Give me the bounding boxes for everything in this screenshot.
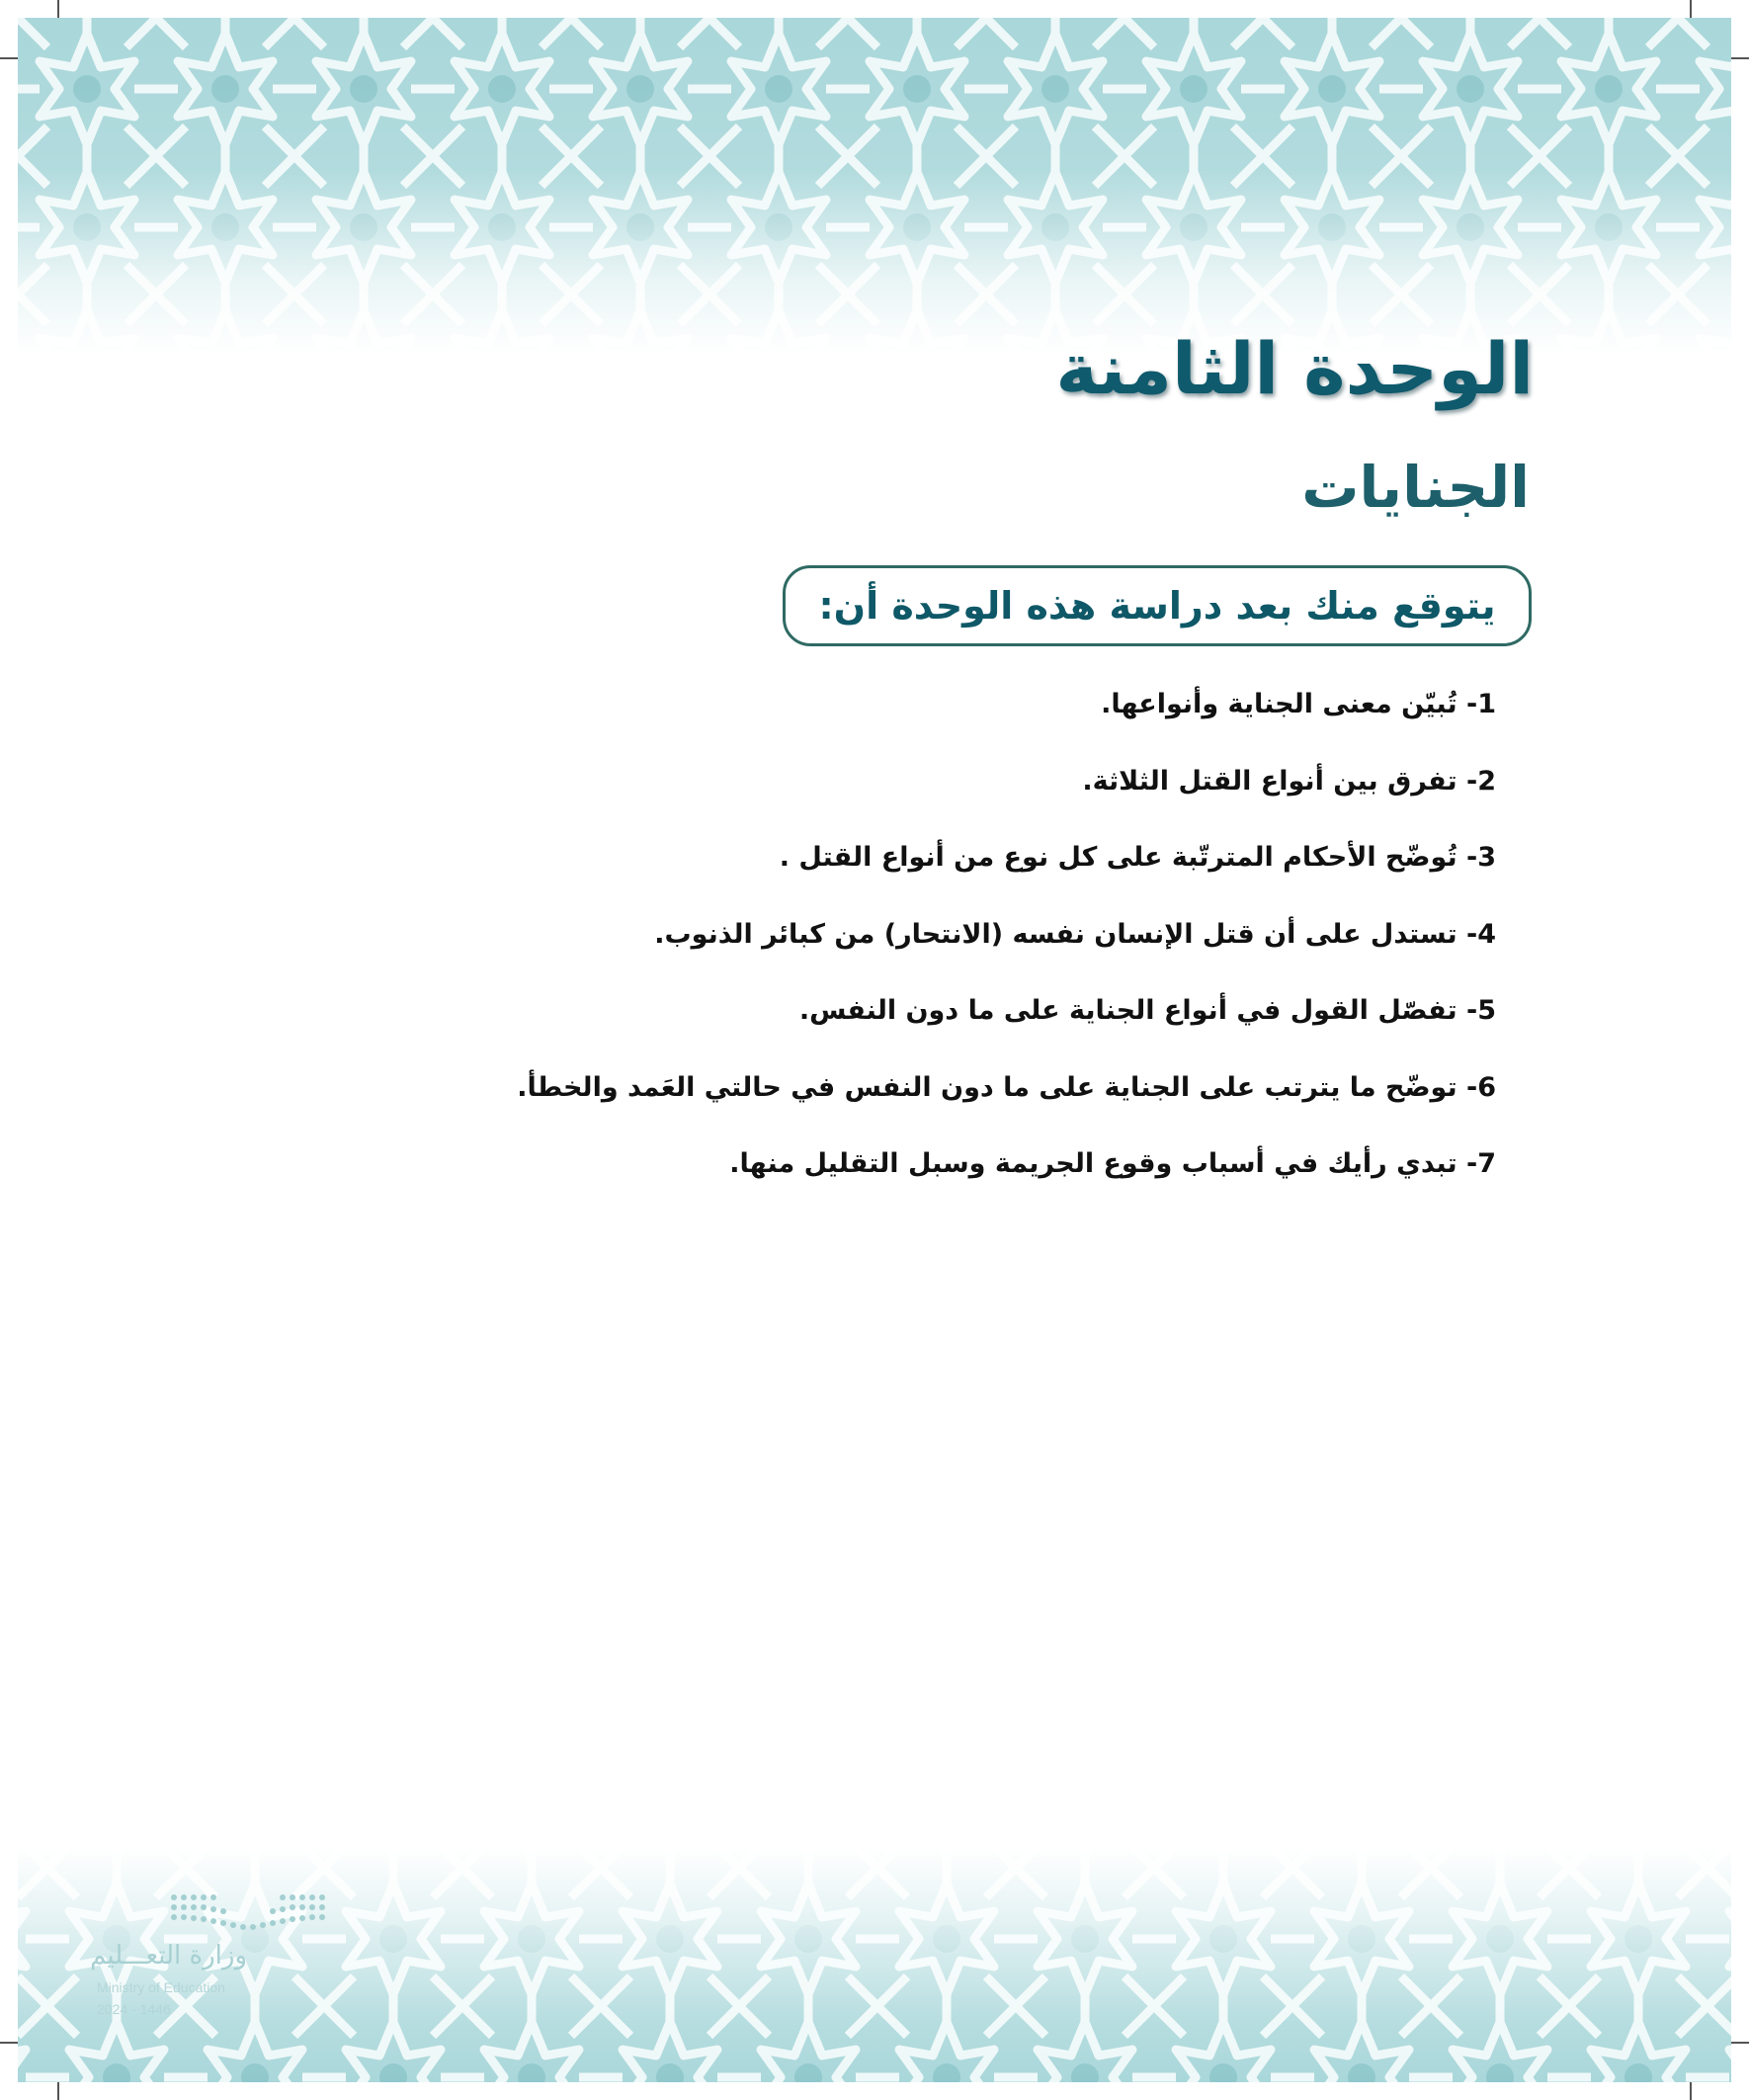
- objectives-list: [508, 685, 1496, 1221]
- ministry-name-arabic: وزارة التعـــليم: [90, 1941, 247, 1971]
- geometric-pattern: [18, 18, 1731, 354]
- unit-subtitle: الجنايات: [1301, 454, 1530, 521]
- ministry-year: 2024 - 1446: [97, 2001, 171, 2017]
- ministry-logo: [90, 1890, 332, 2038]
- ministry-name-english: Ministry of Education: [97, 1979, 225, 1995]
- ministry-logo-icon: [168, 1890, 326, 1935]
- objective-item: 4- تستدل على أن قتل الإنسان نفسه (الانتحار) من كبائر الذنوب.: [654, 918, 1496, 950]
- objective-item: 3- تُوضّح الأحكام المترتّبة على كل نوع من أنواع القتل .: [779, 842, 1496, 873]
- objectives-heading-box: [783, 565, 1532, 646]
- objective-item: 7- تبدي رأيك في أسباب وقوع الجريمة وسبل التقليل منها.: [729, 1148, 1496, 1179]
- objectives-heading: يتوقع منك بعد دراسة هذه الوحدة أن:: [818, 584, 1496, 628]
- objective-item: 1- تُبيّن معنى الجناية وأنواعها.: [1101, 689, 1496, 719]
- objective-item: 6- توضّح ما يترتب على الجناية على ما دون النفس في حالتي العَمد والخطأ.: [517, 1071, 1496, 1103]
- unit-title: الوحدة الثامنة: [1055, 327, 1534, 410]
- objective-item: 5- تفصّل القول في أنواع الجناية على ما دون النفس.: [798, 995, 1496, 1026]
- objective-item: 2- تفرق بين أنواع القتل الثلاثة.: [1082, 765, 1496, 797]
- top-pattern-band: [18, 18, 1731, 354]
